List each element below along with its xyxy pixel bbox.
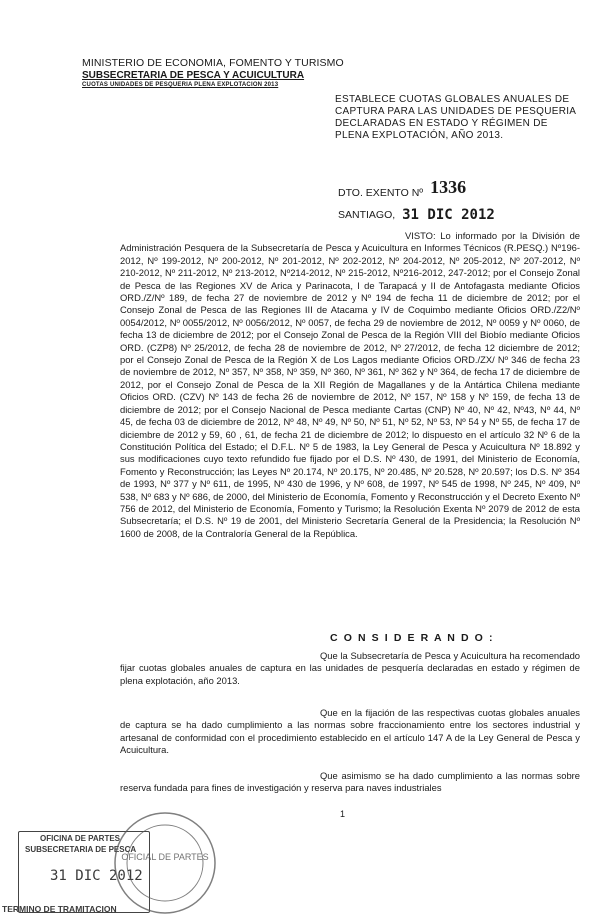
division-heading: CUOTAS UNIDADES DE PESQUERIA PLENA EXPLOTACION 2013 — [82, 82, 279, 88]
stamp-line-2: SUBSECRETARIA DE PESCA — [25, 845, 137, 854]
stamp-date: 31 DIC 2012 — [50, 868, 143, 884]
official-seal — [110, 808, 220, 918]
seal-inner-ring — [127, 825, 203, 901]
considerando-paragraph-1: Que la Subsecretaría de Pesca y Acuicultura ha recomendado fijar cuotas globales anuales de captura en las unidades de pesquería declaradas en estado y régimen de plena explotación, año 2013. — [120, 650, 580, 686]
date-stamp: 31 DIC 2012 — [402, 207, 495, 223]
decree-date-line — [338, 206, 495, 222]
decree-number-line — [338, 177, 467, 201]
place-label: SANTIAGO, — [338, 209, 396, 221]
considerando-paragraph-3: Que asimismo se ha dado cumplimiento a las normas sobre reserva fundada para fines de investigación y reserva para naves industriales — [120, 770, 580, 794]
subsecretaria-heading: SUBSECRETARIA DE PESCA Y ACUICULTURA — [82, 70, 305, 81]
visto-paragraph: VISTO: Lo informado por la División de Administración Pesquera de la Subsecretaría de Pesca y Acuicultura en Informes Técnicos (R.PESQ.) Nº196-2012, Nº 199-2012, Nº 200-2012, Nº 201-2012, Nº 202-2012, Nº 204-2012, Nº 205-2012, Nº 207-2012, Nº 210-2012, Nº 211-2012, Nº 213-2012, Nº214-2012, Nº 215-2012, Nº216-2012, 247-2012; por el Consejo Zonal de Pesca de las Regiones XV de Arica y Parinacota, I de Tarapacá y II de Antofagasta mediante Oficios ORD./Z/Nº 189, de fecha 27 de noviembre de 2012 y Nº 194 de fecha 11 de diciembre de 2012; por el Consejo Zonal de Pesca de las Regiones III de Atacama y IV de Coquimbo mediante Oficios ORD./Z2/Nº 0054/2012, Nº 0055/2012, Nº 0056/2012, Nº 0057, de fecha 29 de noviembre de 2012, Nº 0059 y Nº 0060, de fecha 13 de diciembre de 2012; por el Consejo Zonal de Pesca de la Región VIII del Biobío mediante Oficios ORD. (CZP8) Nº 25/2012, de fecha 28 de noviembre de 2012, Nº 27/2012, de fecha 12 diciembre de 2012; por el Consejo Zonal de Pesca de la Región X de Los Lagos mediante Oficios ORD./ZX/ Nº 346 de fecha 23 de noviembre de 2012, Nº 357, Nº 358, Nº 359, Nº 360, Nº 361, Nº 362 y Nº 364, de fecha 17 de diciembre de 2012, por el Consejo Zonal de Pesca de la XII Región de Magallanes y de la Antártica Chilena mediante Oficios ORD. (CZV) Nº 143 de fecha 26 de noviembre de 2012, Nº 157, Nº 158 y Nº 159, de fecha 13 de diciembre de 2012; por el Consejo Nacional de Pesca mediante Cartas (CNP) Nº 40, Nº 42, Nº43, Nº 44, Nº 45, de fecha 03 de diciembre de 2012, Nº 48, Nº 49, Nº 50, Nº 51, Nº 52, Nº 53, Nº 54 y Nº 55, de fecha 17 de diciembre de 2012 y 59, 60 , 61, de fecha 21 de diciembre de 2012; lo dispuesto en el artículo 32 Nº 6 de la Constitución Política del Estado; el D.F.L. Nº 5 de 1983, la Ley General de Pesca y Acuicultura Nº 18.892 y sus modificaciones cuyo texto refundido fue fijado por el D.S. Nº 430, de 1991, del Ministerio de Economía, Fomento y Reconstrucción; las Leyes Nº 20.174, Nº 20.175, Nº 20.485, Nº 20.528, Nº 20.597; los D.S. Nº 354 de 1993, Nº 377 y Nº 611, de 1995, Nº 430 de 1996, y Nº 608, de 1997, Nº 545 de 1998, Nº 245, Nº 409, Nº 538, Nº 683 y Nº 686, de 2000, del Ministerio de Economía, Fomento y Reconstrucción y el Decreto Exento Nº 756 de 2012, del Ministerio de Economía, Fomento y Turismo; la Resolución Exenta Nº 2079 de 2012 de esta Subsecretaría; el D.S. Nº 19 de 2001, del Ministerio Secretaría General de la Presidencia; la Resolución Nº 1600 de 2008, de la Contraloría General de la República. — [120, 230, 580, 539]
page-number: 1 — [340, 809, 346, 819]
ministry-heading: MINISTERIO DE ECONOMIA, FOMENTO Y TURISMO — [82, 57, 344, 69]
decree-number: 1336 — [430, 177, 467, 197]
considerando-paragraph-2: Que en la fijación de las respectivas cuotas globales anuales de captura se ha dado cumplimiento a las normas sobre fraccionamiento entre los sectores industrial y artesanal de conformidad con el procedimiento establecido en el artículo 147 A de la Ley General de Pesca y Acuicultura. — [120, 707, 580, 756]
seal-outer-ring — [115, 813, 215, 913]
document-title: ESTABLECE CUOTAS GLOBALES ANUALES DE CAPTURA PARA LAS UNIDADES DE PESQUERIA DECLARADAS EN ESTADO Y RÉGIMEN DE PLENA EXPLOTACIÓN, AÑO 2013. — [335, 94, 576, 141]
decree-label: DTO. EXENTO Nº — [338, 187, 424, 199]
considerando-heading: C O N S I D E R A N D O : — [330, 632, 495, 644]
stamp-line-1: OFICINA DE PARTES — [40, 834, 121, 843]
seal-text: OFICIAL DE PARTES — [121, 852, 209, 862]
stamp-line-3: TERMINO DE TRAMITACION — [2, 904, 117, 914]
